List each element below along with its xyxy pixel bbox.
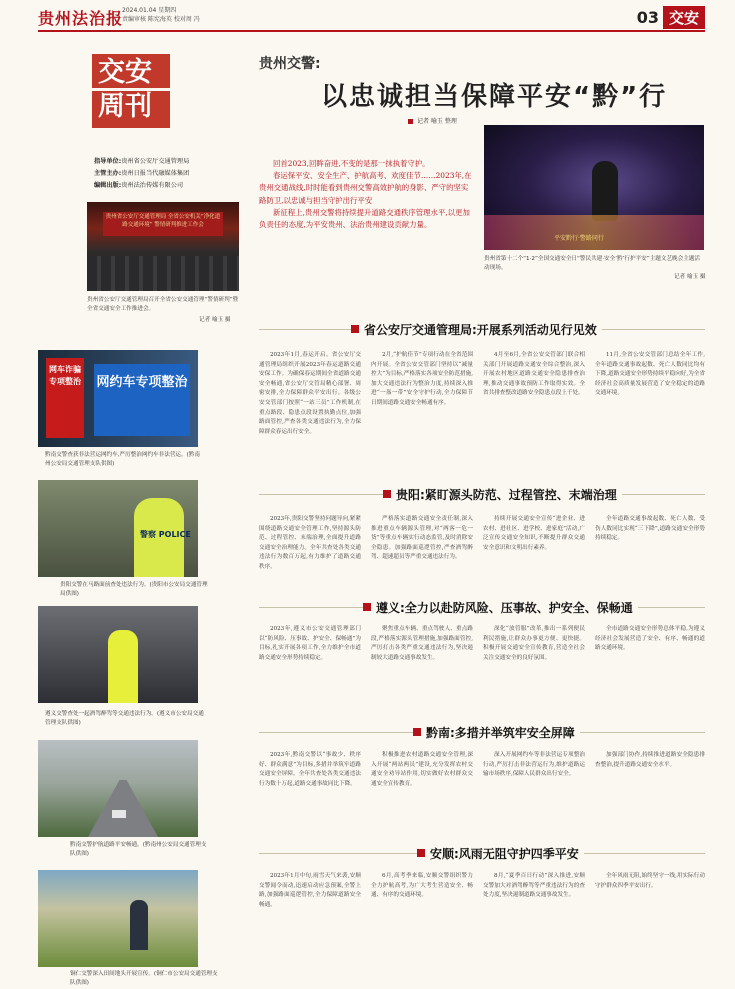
- body-column: 全市道路交通安全形势总体平稳,为遵义经济社会发展营造了安全、有序、畅通的道路交通环境。: [595, 626, 705, 652]
- section-heading: [259, 322, 705, 338]
- column-masthead-line1: 交安: [98, 57, 152, 88]
- meeting-caption: 贵州省公安厅交通管理局召开全省公安交通管理“警情研判”暨全省交通安全工作推进会。: [87, 297, 239, 312]
- article-byline: 记者 喻玉 整理: [408, 116, 457, 125]
- article-lead: [259, 158, 474, 231]
- body-column: 2023年1月中旬,雨雪天气来袭,安顺交警闻令而动,迅速启动应急预案,全警上路,加强路面巡逻管控,全力保障道路安全畅通。: [259, 873, 361, 908]
- stage-photo: [484, 125, 704, 250]
- sign-blue: 网约车专项整治: [94, 364, 190, 436]
- body-column: 深入开展网约车等非法营运专项整治行动,严厉打击非法营运行为,维护道路运输市场秩序,保障人民群众出行安全。: [483, 752, 585, 778]
- meeting-photo: [87, 202, 239, 291]
- column-masthead: [92, 54, 170, 128]
- page-number: 03: [636, 7, 659, 27]
- body-column: 全年道路交通事故起数、死亡人数、受伤人数同比实现“三下降”,道路交通安全形势持续稳定。: [595, 516, 705, 542]
- body-column: 2023年,贵阳交警坚持问题导向,紧紧围绕道路交通安全管理工作,坚持源头防范、过程管控、末端治理,全面提升道路交通安全治理能力。全年共查处各类交通违法行为数百万起,有力维护了道路交通秩序。: [259, 516, 361, 570]
- body-column: 积极推进农村道路交通安全管理,深入开展“两站两员”建设,充分发挥农村交通安全劝导站作用,切实做好农村群众交通安全宣传教育。: [371, 752, 473, 787]
- vest-label: 警察 POLICE: [140, 530, 191, 539]
- road-photo: [38, 740, 198, 837]
- stage-screen-text: 平安黔行·警路同行: [554, 235, 604, 242]
- body-column: 持续开展交通安全宣传“进企业、进农村、进社区、进学校、进家庭”活动,广泛宣传交通安全知识,不断提升群众交通安全意识和文明出行素养。: [483, 516, 585, 551]
- credit-line: 编辑出版:贵州法治传媒有限公司: [94, 182, 184, 189]
- lead-paragraph: 回首2023,回眸奋进,不变的是那一抹执着守护。: [273, 159, 430, 168]
- column-masthead-line2: 周刊: [98, 91, 152, 122]
- body-column: 2023年,遵义市公安交通管理部门以“防风险、压事故、护安全、保畅通”为目标,扎实开展各项工作,全力维护全市道路交通安全形势持续稳定。: [259, 626, 361, 661]
- stage-caption: 贵州省第十二个“1·2”全国交通安全日“警民共建·安全‘黔’行护平安”主题文艺晚会主题活动现场。: [484, 256, 701, 271]
- body-column: 全年风雨无阻,始终坚守一线,用实际行动守护群众四季平安出行。: [595, 873, 705, 889]
- body-column: 严格落实道路交通安全责任制,深入推进重点车辆源头管理,对“两客一危一货”等重点车辆实行动态监管,及时消除安全隐患。加强路面巡逻管控,严查酒驾醉驾、超速超员等严重交通违法行为。: [371, 516, 473, 561]
- heading-marker: [351, 325, 359, 333]
- police-caption: 贵阳交警在马路面前查处违法行为。(贵阳市公安局交通管理局供图): [60, 582, 208, 597]
- body-column: 4月至6月,全省公安交管部门联合相关部门开展道路交通安全综合整治,深入开展农村地区道路交通安全隐患排查治理,推动交通事故预防工作取得实效。全省共排查整改道路安全隐患点段上千处。: [483, 352, 585, 397]
- section-heading: [259, 846, 705, 862]
- lead-paragraph: 新征程上,贵州交警将持续提升道路交通秩序管理水平,以更加负责任的态度,为平安贵州、法治贵州建设贡献力量。: [259, 207, 470, 230]
- body-column: 聚焦重点车辆、重点驾驶人、重点路段,严格落实源头管理措施,加强路面管控,严厉打击各类严重交通违法行为,坚决遏制较大道路交通事故发生。: [371, 626, 473, 661]
- section-title: 安顺:风雨无阻守护四季平安: [425, 846, 584, 862]
- credit-line: 指导单位:贵州省公安厅交通管理局: [94, 158, 190, 165]
- page-header: [0, 0, 735, 34]
- ride-hailing-caption: 黔南交警查获非法营运网约车,严厉整治网约车非法营运。(黔南州公安局交通管理支队供图): [45, 452, 200, 467]
- ride-hailing-photo: [38, 350, 198, 447]
- lead-paragraph: 春运保平安、安全生产、护航高考、欢度佳节……2023年,在贵州交通战线,时时能看到贵州交警高效护航的身影、严守的坚实路防卫,以忠诚与担当守护出行平安: [259, 171, 472, 205]
- mountain-road: [88, 780, 158, 837]
- credit-line: 主管主办:贵州日报当代融媒体集团: [94, 170, 190, 177]
- editor-line: 责编审核 陈宪海英 校对周 冯: [122, 16, 200, 23]
- body-column: 6月,高考季来临,安顺交警组织警力全力护航高考,为广大考生营造安全、畅通、有序的交通环境。: [371, 873, 473, 899]
- zunyi-photo: [38, 606, 198, 703]
- section-title: 遵义:全力以赴防风险、压事故、护安全、保畅通: [371, 600, 638, 616]
- body-column: 2月,“护航佳节”专项行动在全省范围内开展。全省公安交管部门坚持以“减量控大”为目标,严格落实各项安全防范措施,加大交通违法行为整治力度,持续深入推进“一盔一带”安全守护行动,全力保障节日期间道路交通安全畅通有序。: [371, 352, 473, 406]
- heading-marker: [413, 728, 421, 736]
- meeting-credit: 记者 喻玉 摄: [199, 317, 231, 323]
- field-caption: 铜仁交警深入田间地头开展宣传。(铜仁市公安局交通管理支队供图): [70, 971, 218, 986]
- body-column: 加强部门协作,持续推进道路安全隐患排查整治,提升道路交通安全水平。: [595, 752, 705, 768]
- sign-red: 网车诈骗专项整治: [46, 358, 84, 438]
- police-figure: [592, 161, 618, 221]
- section-title: 省公安厅交通管理局:开展系列活动见行见效: [359, 322, 602, 338]
- credits-block: [94, 156, 189, 192]
- section-title: 黔南:多措并举筑牢安全屏障: [421, 725, 580, 741]
- page-title: 以忠诚担当保障平安“黔”行: [321, 82, 668, 112]
- heading-marker: [383, 490, 391, 498]
- heading-marker: [417, 849, 425, 857]
- newspaper-logo: 贵州法治报: [38, 9, 124, 28]
- headline-kicker: 贵州交警:: [259, 56, 321, 72]
- issue-meta: [122, 6, 200, 24]
- header-rule: [38, 30, 705, 32]
- body-column: 深化“放管服”改革,推出一系列便民利民措施,让群众办事更方便、更快捷。积极开展交通安全宣传教育,营造全社会关注交通安全的良好氛围。: [483, 626, 585, 661]
- section-heading: [259, 725, 705, 741]
- issue-date: 2024.01.04 星期四: [122, 7, 177, 14]
- heading-marker: [363, 603, 371, 611]
- officer-figure: [130, 900, 148, 950]
- stage-credit: 记者 喻玉 摄: [674, 274, 706, 280]
- section-heading: [259, 600, 705, 616]
- page-indicator: [637, 7, 705, 27]
- vehicle: [112, 810, 126, 818]
- road-caption: 黔南交警护航道路平安畅通。(黔南州公安局交通管理支队供图): [70, 842, 207, 857]
- zunyi-caption: 遵义交警查处一起酒驾醉驾等交通违法行为。(遵义市公安局交通管理支队供图): [45, 711, 204, 726]
- section-name: 交安: [663, 6, 705, 29]
- body-column: 11月,全省公安交管部门总结全年工作,全年道路交通事故起数、死亡人数同比均有下降,道路交通安全形势持续平稳向好,为全省经济社会高质量发展营造了安全稳定的道路交通环境。: [595, 352, 705, 397]
- body-column: 2023年1月,春运开启。省公安厅交通管理局组织开展2023年春运道路交通安保工作。为确保春运期间全省道路交通安全畅通,省公安厅交管局精心部署、周密安排,全力保障群众平安出行。各级公安交管部门按照“一站三员”工作机制,在重点路段、隐患点段设置执勤点位,加强路面管控,严查各类交通违法行为,全力保障群众春运出行安全。: [259, 352, 361, 435]
- body-column: 2023年,黔南交警以“事故少、秩序好、群众满意”为目标,多措并举筑牢道路交通安全屏障。全年共查处各类交通违法行为数十万起,道路交通事故同比下降。: [259, 752, 361, 787]
- meeting-banner: 贵州省公安厅交通管理局 全省公安机关“净化道路交通环境” 警情研判推进工作会: [103, 212, 223, 236]
- section-heading: [259, 487, 705, 503]
- field-photo: [38, 870, 198, 967]
- police-photo: [38, 480, 198, 577]
- meeting-tables: [87, 256, 239, 291]
- section-title: 贵阳:紧盯源头防范、过程管控、末端治理: [391, 487, 622, 503]
- police-vest: [108, 630, 138, 703]
- body-column: 8月,“夏季百日行动”深入推进,安顺交警加大对酒驾醉驾等严重违法行为的查处力度,坚决遏制道路交通事故发生。: [483, 873, 585, 899]
